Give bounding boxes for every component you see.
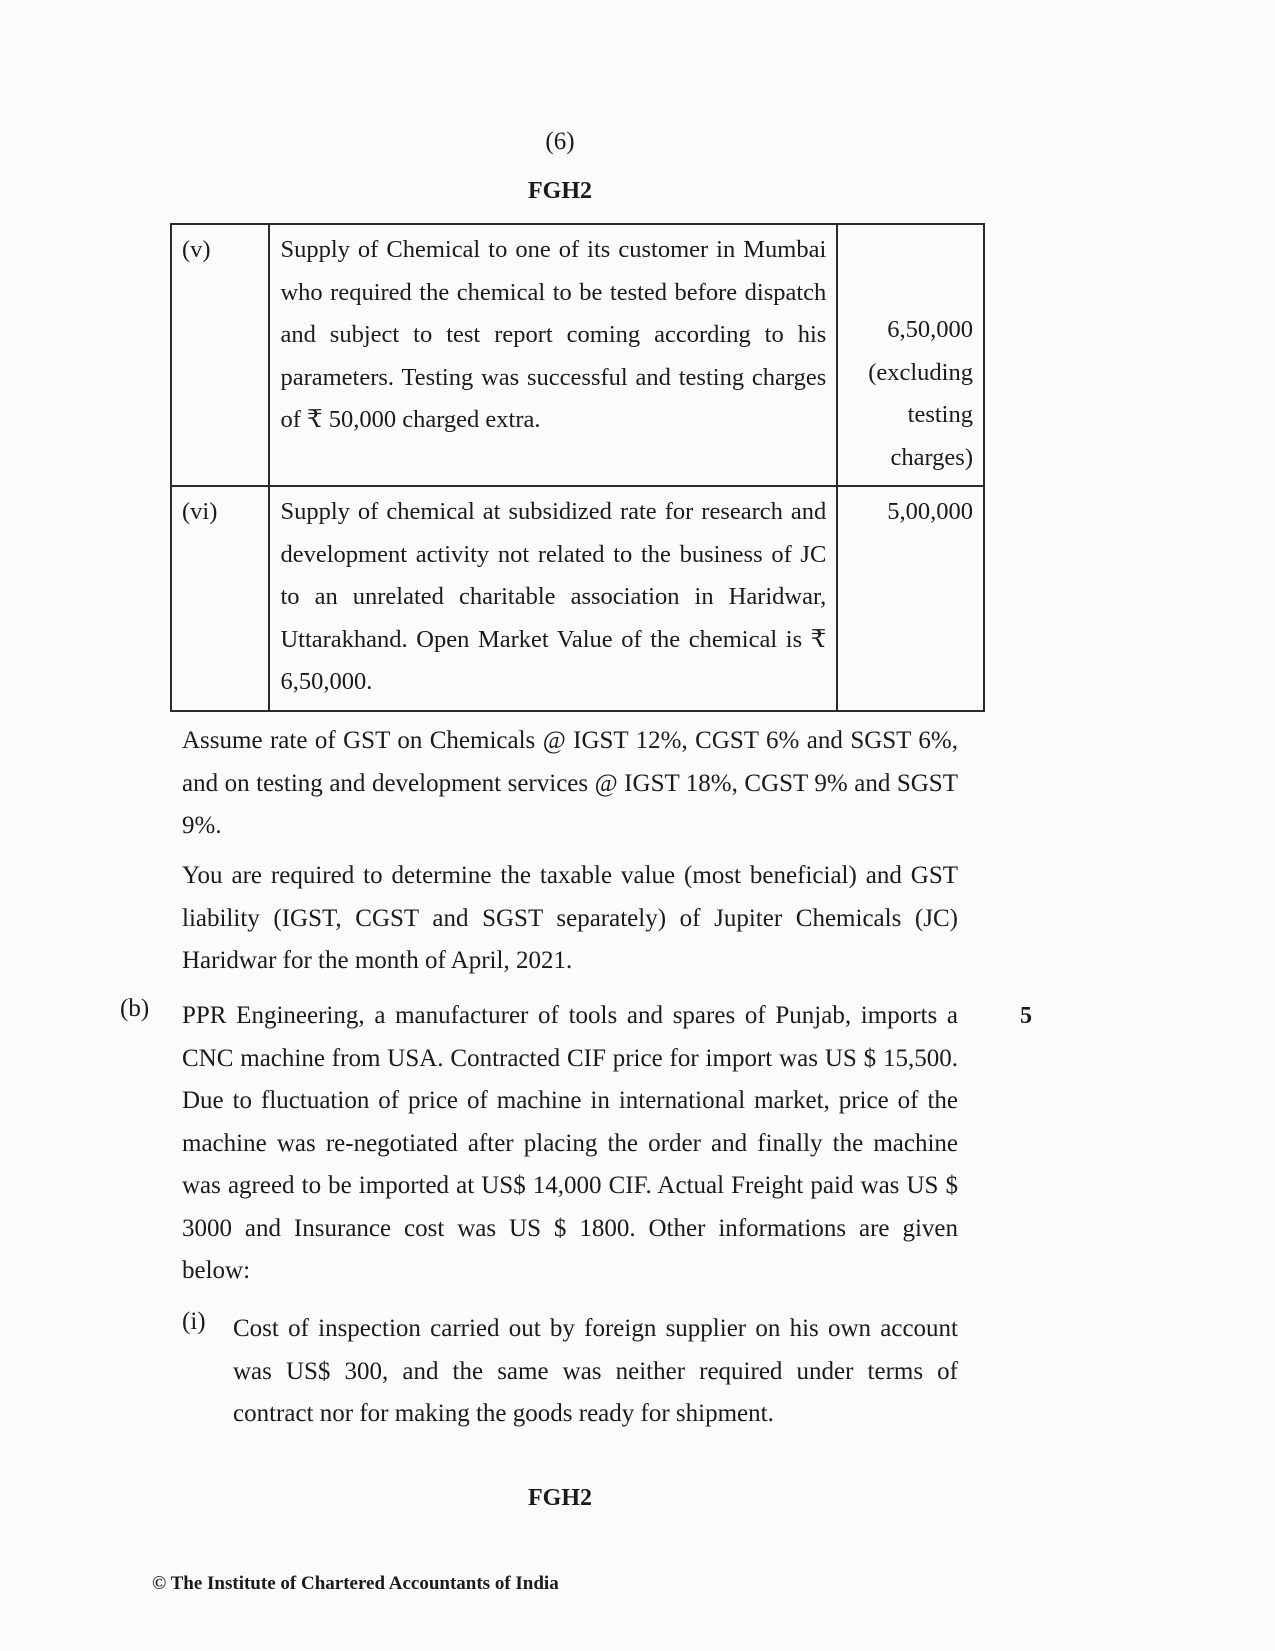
- question-b-label: (b): [120, 995, 150, 1022]
- row-particulars: Supply of chemical at subsidized rate for research and development activity not related to the business of JC to an unrelated charitable association in Haridwar, Uttarakhand. Open Market Value of the chemical is ₹ 6,50,000.: [269, 486, 837, 711]
- particulars-table: [170, 223, 985, 712]
- paper-code-top: FGH2: [528, 178, 592, 204]
- question-b-marks: 5: [1020, 1003, 1032, 1029]
- sub-item-label: (i): [182, 1308, 206, 1335]
- question-b-text: PPR Engineering, a manufacturer of tools and spares of Punjab, imports a CNC machine from USA. Contracted CIF price for import was US $ 15,500. Due to fluctuation of price of machine in international market, price of the machine was re-negotiated after placing the order and finally the machine was agreed to be imported at US$ 14,000 CIF. Actual Freight paid was US $ 3000 and Insurance cost was US $ 1800. Other informations are given below:: [182, 1002, 958, 1284]
- table-row: [171, 224, 984, 486]
- row-amount: 5,00,000: [887, 498, 973, 525]
- row-number: (v): [171, 224, 269, 486]
- requirement-paragraph: You are required to determine the taxable value (most beneficial) and GST liability (IGST, CGST and SGST separately) of Jupiter Chemicals (JC) Haridwar for the month of April, 2021.: [182, 862, 958, 974]
- row-amount-cell: [837, 486, 984, 711]
- assumption-paragraph: Assume rate of GST on Chemicals @ IGST 12%, CGST 6% and SGST 6%, and on testing and development services @ IGST 18%, CGST 9% and SGST 9%.: [182, 727, 958, 839]
- table-row: [171, 486, 984, 711]
- row-number: (vi): [171, 486, 269, 711]
- row-amount-cell: [837, 224, 984, 486]
- row-particulars: Supply of Chemical to one of its customer in Mumbai who required the chemical to be tested before dispatch and subject to test report coming according to his parameters. Testing was successful and testing charges of ₹ 50,000 charged extra.: [269, 224, 837, 486]
- row-amount-note: (excluding testing charges): [868, 358, 973, 471]
- paper-code-bottom: FGH2: [528, 1485, 592, 1511]
- page-number: (6): [545, 128, 575, 155]
- sub-item-text: Cost of inspection carried out by foreign supplier on his own account was US$ 300, and the same was neither required under terms of contract nor for making the goods ready for shipment.: [233, 1315, 958, 1427]
- row-amount: 6,50,000: [887, 316, 973, 343]
- copyright-notice: © The Institute of Chartered Accountants of India: [152, 1573, 559, 1594]
